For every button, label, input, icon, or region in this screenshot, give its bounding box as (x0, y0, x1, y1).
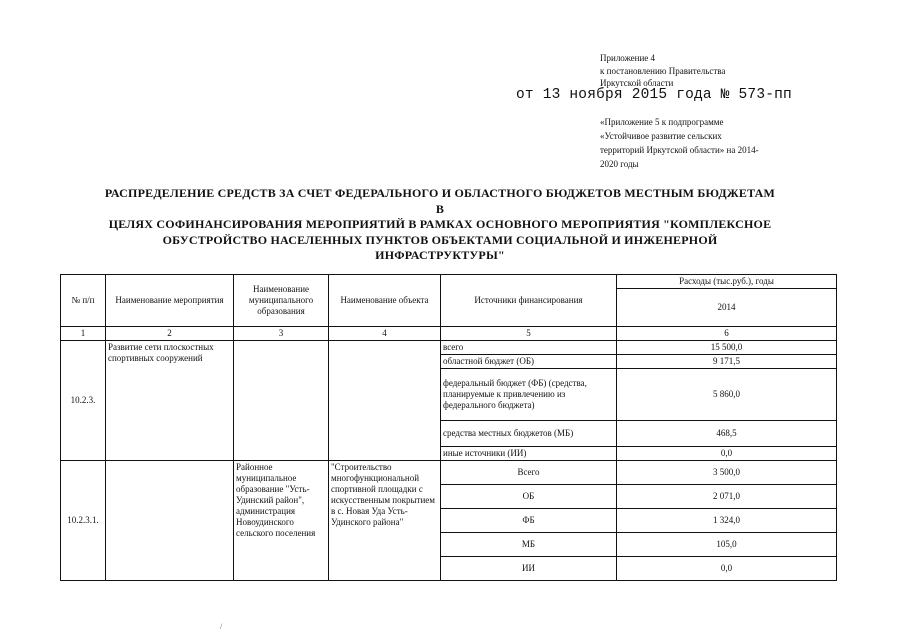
value-cell: 9 171,5 (617, 355, 837, 369)
row-municipality-empty (234, 341, 329, 461)
row-municipality: Районное муниципальное образование "Усть-Удинский район", администрация Новоудинского сельского поселения (234, 461, 329, 581)
row-object: "Строительство многофункциональной спортивной площадки с искусственным покрытием в с. Новая Уда Усть-Удинского района" (329, 461, 441, 581)
appendix-block (600, 52, 725, 90)
appendix2-line-2: «Устойчивое развитие сельских (600, 131, 722, 141)
value-cell: 468,5 (617, 421, 837, 447)
appendix2-line-3: территорий Иркутской области» на 2014- (600, 145, 759, 155)
source-cell: областной бюджет (ОБ) (441, 355, 617, 369)
row-event-empty (106, 461, 234, 581)
col-number-1: 1 (61, 327, 106, 341)
appendix-line-1: Приложение 4 (600, 53, 656, 63)
header-sources: Источники финансирования (441, 275, 617, 327)
col-number-3: 3 (234, 327, 329, 341)
scan-mark: / (220, 622, 223, 631)
title-line-3: ОБУСТРОЙСТВО НАСЕЛЕННЫХ ПУНКТОВ ОБЪЕКТАМИ СОЦИАЛЬНОЙ И ИНЖЕНЕРНОЙ (162, 232, 718, 247)
source-cell: всего (441, 341, 617, 355)
value-cell: 5 860,0 (617, 369, 837, 421)
header-num: № п/п (61, 275, 106, 327)
col-number-2: 2 (106, 327, 234, 341)
source-cell: Всего (441, 461, 617, 485)
col-number-5: 5 (441, 327, 617, 341)
col-number-6: 6 (617, 327, 837, 341)
appendix-line-3: Иркутской области (600, 78, 674, 88)
value-cell: 15 500,0 (617, 341, 837, 355)
col-number-4: 4 (329, 327, 441, 341)
value-cell: 1 324,0 (617, 509, 837, 533)
title-line-4: ИНФРАСТРУКТУРЫ" (375, 248, 505, 262)
row-object-empty (329, 341, 441, 461)
source-cell: ФБ (441, 509, 617, 533)
value-cell: 0,0 (617, 557, 837, 581)
header-municipality: Наименование муниципального образования (234, 275, 329, 327)
row-event-name: Развитие сети плоскостных спортивных сооружений (106, 341, 234, 461)
row-num: 10.2.3.1. (61, 461, 106, 581)
value-cell: 105,0 (617, 533, 837, 557)
source-cell: МБ (441, 533, 617, 557)
header-event: Наименование мероприятия (106, 275, 234, 327)
document-title (100, 186, 780, 264)
source-cell: средства местных бюджетов (МБ) (441, 421, 617, 447)
header-year: 2014 (617, 289, 837, 327)
value-cell: 2 071,0 (617, 485, 837, 509)
funding-table (60, 274, 837, 581)
row-num: 10.2.3. (61, 341, 106, 461)
header-expenses: Расходы (тыс.руб.), годы (617, 275, 837, 289)
source-cell: федеральный бюджет (ФБ) (средства, планируемые к привлечению из федерального бюджета) (441, 369, 617, 421)
title-line-2: ЦЕЛЯХ СОФИНАНСИРОВАНИЯ МЕРОПРИЯТИЙ В РАМКАХ ОСНОВНОГО МЕРОПРИЯТИЯ "КОМПЛЕКСНОЕ (108, 217, 772, 231)
source-cell: иные источники (ИИ) (441, 447, 617, 461)
value-cell: 3 500,0 (617, 461, 837, 485)
value-cell: 0,0 (617, 447, 837, 461)
header-object: Наименование объекта (329, 275, 441, 327)
appendix-block-2 (600, 115, 759, 171)
source-cell: ИИ (441, 557, 617, 581)
appendix2-line-1: «Приложение 5 к подпрограмме (600, 117, 724, 127)
appendix-line-2: к постановлению Правительства (600, 65, 726, 76)
source-cell: ОБ (441, 485, 617, 509)
title-line-1: РАСПРЕДЕЛЕНИЕ СРЕДСТВ ЗА СЧЕТ ФЕДЕРАЛЬНОГО И ОБЛАСТНОГО БЮДЖЕТОВ МЕСТНЫМ БЮДЖЕТАМ В (104, 186, 776, 216)
resolution-date-stamp: от 13 ноября 2015 года № 573-пп (516, 87, 792, 103)
appendix2-line-4: 2020 годы (600, 159, 639, 169)
